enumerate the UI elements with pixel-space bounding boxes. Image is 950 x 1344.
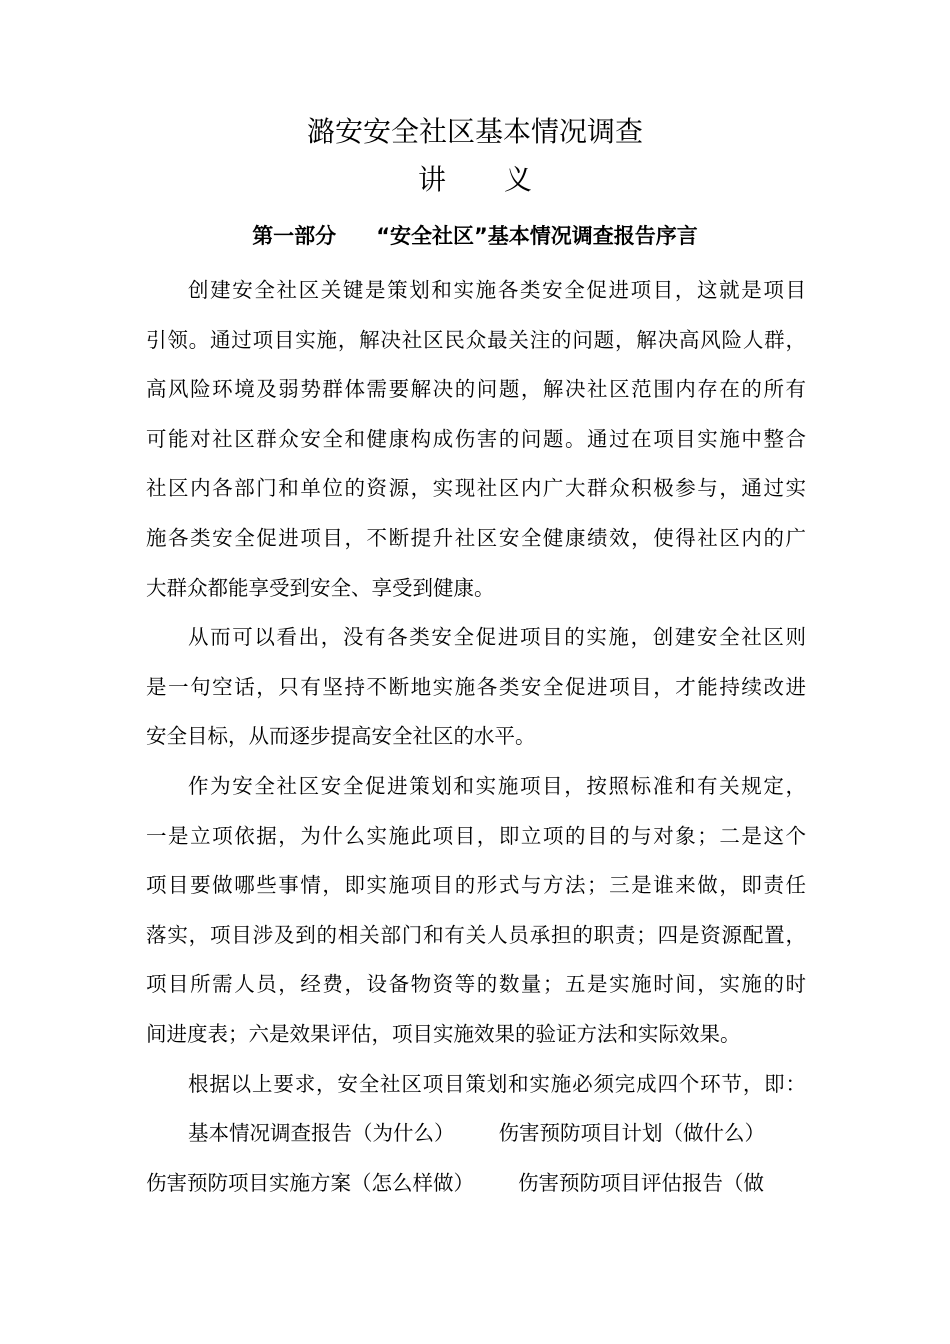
paragraph-line: 可能对社区群众安全和健康构成伤害的问题。通过在项目实施中整合: [146, 426, 806, 451]
subtitle-char-1: 讲: [417, 163, 446, 196]
step-item: 伤害预防项目计划（做什么）: [498, 1121, 765, 1146]
paragraph-line: 落实，项目涉及到的相关部门和有关人员承担的职责；四是资源配置，: [146, 922, 806, 947]
paragraph-line: 一是立项依据，为什么实施此项目，即立项的目的与对象；二是这个: [146, 823, 806, 848]
paragraph-line: 安全目标，从而逐步提高安全社区的水平。: [146, 724, 536, 749]
paragraph-line: 高风险环境及弱势群体需要解决的问题，解决社区范围内存在的所有: [146, 377, 806, 402]
steps-row-2: [146, 1159, 806, 1209]
document-title: 潞安安全社区基本情况调查: [306, 115, 643, 148]
paragraph-line: 创建安全社区关键是策划和实施各类安全促进项目，这就是项目: [188, 278, 806, 302]
step-item: 基本情况调查报告（为什么）: [188, 1121, 455, 1146]
step-item: 伤害预防项目评估报告（做: [518, 1170, 764, 1195]
paragraph-line: 作为安全社区安全促进策划和实施项目，按照标准和有关规定，: [188, 773, 806, 798]
document-subtitle: [0, 162, 950, 198]
paragraph-1: [146, 266, 806, 613]
paragraph-3: [146, 762, 806, 1060]
section-title: “安全社区”基本情况调查报告序言: [376, 224, 698, 248]
paragraph-line: 间进度表；六是效果评估，项目实施效果的验证方法和实际效果。: [146, 1021, 741, 1046]
step-item: 伤害预防项目实施方案（怎么样做）: [146, 1170, 474, 1195]
paragraph-line: 引领。通过项目实施，解决社区民众最关注的问题，解决高风险人群，: [146, 327, 806, 352]
subtitle-char-2: 义: [504, 163, 533, 196]
paragraph-line: 社区内各部门和单位的资源，实现社区内广大群众积极参与，通过实: [146, 476, 806, 501]
paragraph-line: 项目要做哪些事情，即实施项目的形式与方法；三是谁来做，即责任: [146, 873, 806, 898]
section-number: 第一部分: [252, 224, 337, 248]
paragraph-line: 大群众都能享受到安全、享受到健康。: [146, 575, 495, 600]
paragraph-2: [146, 613, 806, 762]
paragraph-line: 施各类安全促进项目，不断提升社区安全健康绩效，使得社区内的广: [146, 525, 806, 550]
paragraph-line: 根据以上要求，安全社区项目策划和实施必须完成四个环节，即：: [188, 1071, 806, 1096]
paragraph-line: 是一句空话，只有坚持不断地实施各类安全促进项目，才能持续改进: [146, 674, 806, 699]
section-heading: [0, 221, 950, 251]
paragraph-line: 从而可以看出，没有各类安全促进项目的实施，创建安全社区则: [188, 625, 806, 650]
steps-row-1: [146, 1109, 806, 1159]
paragraph-4: [146, 1060, 806, 1110]
paragraph-line: 项目所需人员，经费，设备物资等的数量；五是实施时间，实施的时: [146, 972, 806, 997]
body-text: [146, 266, 806, 1208]
